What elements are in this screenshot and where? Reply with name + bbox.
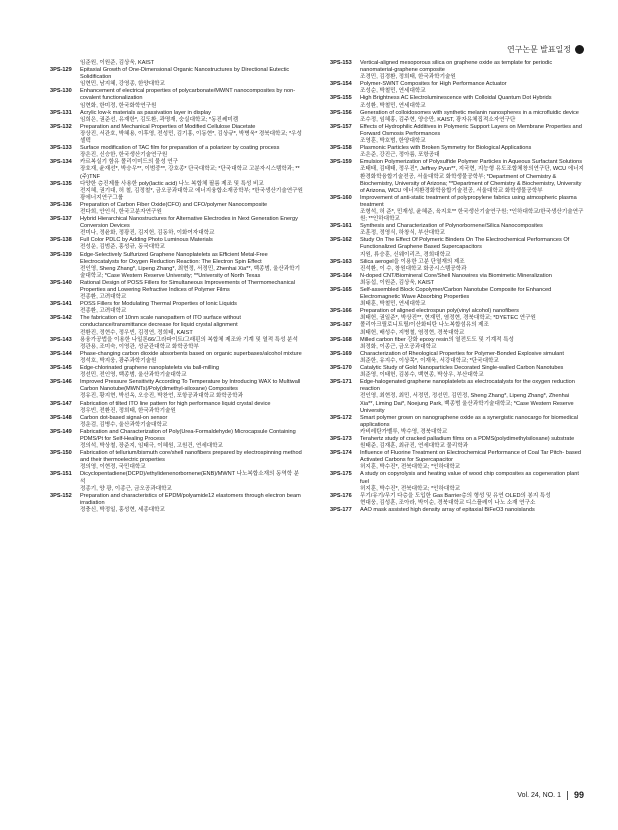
entry-body (360, 379, 584, 414)
program-entry (330, 259, 584, 273)
program-entry (50, 60, 304, 67)
paper-title: Vertical-aligned mesoporous silica on graphene oxide as template for periodic nanomaterial-graphene composite (360, 60, 553, 74)
entry-body (80, 365, 304, 379)
entry-body (80, 252, 304, 280)
paper-authors: 장은진, 신승한, 한국생산기술연구원 (80, 152, 168, 159)
program-entry (50, 181, 304, 202)
poster-code: 3PS-168 (330, 336, 352, 343)
paper-authors: 현대웅, 김성훈, 조아라, 박이순, 경북대학교 디스플레이 나노 소재 연구소 (360, 499, 536, 506)
paper-authors: 정관용, 조미숙, 이영관, 성균관대학교 화학공학부 (80, 343, 199, 350)
poster-code: 3PS-165 (330, 287, 352, 293)
paper-authors: 최태훈, 박철민, 연세대학교 (360, 301, 426, 308)
poster-code: 3PS-139 (50, 251, 72, 258)
paper-title: Dicyclopentadiene(DCPD)/ethylidenenorbornene(ENB)/MWNT 나노복합소재의 동역학 분석 (80, 471, 300, 485)
paper-title: Surface modification of TAC film for preparation of a polarizer by coating process (80, 145, 280, 152)
entry-body (360, 471, 584, 492)
paper-title: Preparation and Mechanical Properties of Modified Cellulose Diacetate (80, 123, 256, 130)
paper-title: Emulsion Polymerization of Polysulfide Polymer Particles in Aqueous Surfactant Solutions (360, 159, 582, 166)
poster-code: 3PS-173 (330, 435, 352, 442)
paper-authors: 임현화, 한미정, 한국화학연구원 (80, 102, 157, 109)
paper-authors: 조훈정, 정영식, 하창식, 부산대학교 (360, 230, 445, 237)
program-entry (50, 124, 304, 145)
poster-code: 3PS-145 (50, 365, 72, 372)
paper-title: AAO mask assisted high density array of epitaxial BiFeO3 nanoislands (360, 506, 535, 513)
paper-authors: 최준영, 이태헌, 김봉수, 백현종, 박상우, 부산대학교 (360, 372, 484, 379)
paper-title: 용융가공법을 이용한 나일론66/그라파이트/그래핀의 복합체 제조와 기계 및 열적 특성 분석 (80, 336, 298, 343)
poster-code: 3PS-162 (330, 237, 352, 244)
entry-body (360, 145, 584, 159)
entry-body (80, 145, 304, 159)
paper-authors: 조수정, 임혜홍, 김주현, 양승만, KAIST, 광자유체집적소자연구단 (360, 116, 516, 123)
poster-code: 3PS-164 (330, 272, 352, 279)
poster-code: 3PS-136 (50, 201, 72, 208)
right-column (330, 60, 584, 514)
paper-title: Edge-chlorinated graphene nanoplatelets via ball-milling (80, 365, 219, 372)
paper-authors: 조경민, 김경환, 정희태, 한국과학기술원 (360, 74, 456, 81)
poster-code: 3PS-153 (330, 60, 352, 66)
paper-authors: 최동섭, 이원준, 김상욱, KAIST (360, 279, 435, 286)
program-entry (50, 202, 304, 216)
paper-title: Preparation of Carbon Fiber Oxide(CFO) and CFO/polymer Nanocomposite (80, 201, 268, 208)
entry-body (80, 471, 304, 492)
paper-authors: 정운검, 김병수, 울산과학기술대학교 (80, 421, 168, 428)
poster-code: 3PS-134 (50, 159, 72, 166)
entry-body (80, 429, 304, 450)
paper-authors: 정의영, 이현정, 국민대학교 (80, 464, 146, 471)
paper-title: Phase-changing carbon dioxide absorbents based on organic superbases/alcohol mixture (80, 350, 302, 357)
entry-body (80, 124, 304, 145)
paper-title: High Brightness AC Electroluminescence with Colloidal Quantum Dot Hybrids (360, 95, 552, 102)
entry-body (80, 401, 304, 415)
paper-authors: 전인영, 최현정, 최민, 서정민, 정선민, 김민정, Sheng Zhang*, Lipeng Zhang*, Zhenhai Xia**, Liming Dai*, Noejung Park, 백종범 울산과학기술대학교; *Case Western Reserve University (360, 393, 574, 414)
poster-code: 3PS-157 (330, 123, 352, 130)
paper-title: Preparation and characteristics of EPDM/polyamide12 elastomers through electron beam irradiation (80, 492, 301, 506)
entry-body (360, 415, 584, 436)
program-entry (330, 95, 584, 109)
entry-body (360, 259, 584, 273)
poster-code: 3PS-131 (50, 109, 72, 116)
paper-title: Rational Design of POSS Fillers for Simultaneous Improvements of Thermomechanical Properties and Lowering Refractive Indices of Polymer Films (80, 279, 296, 293)
paper-title: Edge-halogenated graphene nanoplatelets as electrocatalysts for the oxygen reduction reaction (360, 379, 575, 393)
poster-code: 3PS-138 (50, 237, 72, 244)
program-entry (330, 351, 584, 365)
paper-authors: 정충신, 박정일, 홍성현, 세종대학교 (80, 506, 165, 513)
paper-title: Epitaxial Growth of One-Dimensional Organic Nanostructures by Directional Eutectic Solidification (80, 67, 290, 81)
page-header (507, 44, 584, 55)
paper-authors: 지원, 류승훈, 신웨이리즈, 경희대학교 (360, 251, 451, 258)
program-entry (330, 81, 584, 95)
paper-authors: 전종환, 고려대학교 (80, 308, 127, 315)
paper-authors: 조태태, 김태태, 정우진*, Jeffrey Pyun**, 지국현, 지능형 유도조합체창의연구단, WCU 에너지환경화학융합기술전공, 서울대학교 화학생물공학부; *Department of Chemistry & Biochemistry, University of Arizona; **Department of Chemistry & Biochemistry, University of Arizona, WCU 에너지환경화학융합기술전공, 서울대학교 화학생물공학부 (360, 166, 584, 194)
entry-body (360, 365, 584, 379)
poster-code: 3PS-175 (330, 471, 352, 478)
program-entry (330, 145, 584, 159)
program-entry (330, 308, 584, 322)
program-entry (50, 415, 304, 429)
paper-title: Study On The Effect Of Polymeric Binders On The Electrochemical Performances Of Functionalized Graphene Based Supercapacitors (360, 237, 570, 251)
poster-code: 3PS-163 (330, 258, 352, 265)
entry-body (360, 110, 584, 124)
paper-title: Enhancement of electrical properties of polycarbonate/MWNT nanocomposites by non-covalent functionalization (80, 88, 296, 102)
program-entry (50, 145, 304, 159)
paper-authors: 정유진, 황지현, 박선옥, 오승진, 박찬언, 포항공과대학교 화학공학과 (80, 393, 243, 400)
paper-title: Catalytic Study of Gold Nanoparticles Decorated Single-walled Carbon Nanotubes (360, 365, 564, 372)
program-entry (330, 493, 584, 507)
entry-body (360, 159, 584, 194)
paper-title: Hybrid Hierarchical Nanostructures for Alternative Electrodes in Next Generation Energy Conversion Devices (80, 216, 298, 230)
paper-authors: 임현민, 남지혜, 강영종, 한양대학교 (80, 81, 165, 88)
poster-code: 3PS-149 (50, 428, 72, 435)
poster-code: 3PS-159 (330, 159, 352, 166)
poster-code: 3PS-169 (330, 350, 352, 357)
poster-code: 3PS-177 (330, 506, 352, 513)
poster-code: 3PS-130 (50, 88, 72, 95)
page-number: 99 (573, 790, 584, 800)
program-entry (330, 471, 584, 492)
paper-title: Improved Pressure Sensitivity According To Temperature by Introducing WAX to Multiwall Carbon Nanotube(MWNTs)/Poly(dimethyl-siloxane) Composites (80, 379, 301, 393)
program-entry (330, 337, 584, 351)
entry-body (360, 287, 584, 308)
paper-authors: 조영훈, 박호범, 한양대학교 (360, 138, 426, 145)
entry-body (360, 450, 584, 471)
entry-body (360, 95, 584, 109)
program-entry (50, 67, 304, 88)
program-entry (330, 507, 584, 514)
program-entry (50, 110, 304, 124)
entry-body (80, 301, 304, 315)
paper-authors: 정종기, 양 광, 이종근, 금오공과대학교 (80, 485, 172, 492)
program-entry (330, 237, 584, 258)
entry-body (360, 223, 584, 237)
paper-title: N-doped CNT/Biomineral Core/Shell Nanowires via Biomimetic Mineralization (360, 272, 552, 279)
program-entry (330, 322, 584, 336)
program-entry (50, 429, 304, 450)
paper-authors: 최태헌, 권일준*, 박상진**, 현재민, 염정현, 경북대학교; *DYETEC 연구원 (360, 315, 536, 322)
entry-body (360, 60, 584, 81)
paper-authors: 허지훈, 박수진*, 전북대학교; *인하대학교 (360, 485, 461, 492)
program-entry (330, 60, 584, 81)
program-entry (50, 401, 304, 415)
program-entry (330, 223, 584, 237)
poster-code: 3PS-150 (50, 450, 72, 457)
entry-body (80, 280, 304, 301)
poster-code: 3PS-152 (50, 492, 72, 499)
entry-body (80, 67, 304, 88)
program-entry (50, 379, 304, 400)
poster-code: 3PS-167 (330, 322, 352, 329)
paper-title: Plasmonic Particles with Broken Symmetry for Biological Applications (360, 145, 532, 152)
program-entry (50, 301, 304, 315)
program-entry (50, 365, 304, 379)
paper-authors: 전인영, Sheng Zhang*, Lipeng Zhang*, 최현정, 서정민, Zhenhai Xia**, 백종범, 울산과학기술대학교; *Case Western Reserve University; **University of North Texas (80, 265, 300, 279)
poster-code: 3PS-156 (330, 109, 352, 116)
paper-title: Fabrication and Characterization of Poly(Urea-Formaldehyde) Microcapsule Containing PDMS/Pt for Self-Healing Process (80, 428, 296, 442)
paper-title: Fabrication of tilted ITO line pattern for high performance liquid crystal device (80, 400, 271, 407)
paper-title: POSS Fillers for Modulating Thermal Properties of Ionic Liquids (80, 301, 237, 308)
paper-title: 폴리아크릴로니트릴/이산화티탄 나노복합섬유의 제조 (360, 322, 489, 329)
program-entry (330, 110, 584, 124)
entry-body (80, 159, 304, 180)
paper-title: Synthesis and Characterization of Polynorbornene/Silica Nanocomposites (360, 223, 543, 230)
program-entry (50, 252, 304, 280)
program-entry (50, 237, 304, 251)
program-entry (330, 450, 584, 471)
paper-title: Acrylic low-k materials as passivation layer in display (80, 109, 211, 116)
poster-code: 3PS-176 (330, 492, 352, 499)
entry-body (80, 315, 304, 336)
entry-body (80, 337, 304, 351)
poster-code: 3PS-143 (50, 336, 72, 343)
paper-authors: 전성운, 김범준, 홍성규, 동국대학교 (80, 244, 165, 251)
poster-code: 3PS-144 (50, 350, 72, 357)
program-entry (330, 415, 584, 436)
paper-authors: 임희은, 권준선, 유재한*, 김도환, 곽명재, 숭실대학교; *동진쎄미켐 (80, 116, 239, 123)
entry-body (80, 351, 304, 365)
entry-body (80, 379, 304, 400)
paper-title: 무기/유기/무기 다층을 도입한 Gas Barrier층의 형성 및 유연 OLED의 봉지 특성 (360, 492, 551, 499)
paper-title: Milled carbon fiber 강화 epoxy resin의 열전도도 및 기계적 특성 (360, 336, 514, 343)
paper-authors: 장호재, 윤재선*, 박승우**, 이범중**, 강호종* 단국대학교; *단국대학교 고분자시스템학과; **(주)TNF (80, 166, 300, 180)
poster-code: 3PS-133 (50, 145, 72, 152)
entry-body (360, 507, 584, 514)
entry-body (360, 308, 584, 322)
paper-title: A study on copyrolysis and heating value of wood chip composites as cogeneration plant fuel (360, 471, 579, 485)
poster-code: 3PS-160 (330, 194, 352, 201)
paper-authors: 카비레탄가벨루, 박수영, 경북대학교 (360, 428, 448, 435)
program-entry (50, 351, 304, 365)
section-title: 연구논문 발표일정 (506, 45, 571, 54)
circle-marker-icon (575, 45, 584, 54)
program-entry (50, 337, 304, 351)
poster-code: 3PS-155 (330, 95, 352, 102)
entry-body (80, 493, 304, 514)
footer-divider (567, 791, 568, 800)
program-entry (50, 280, 304, 301)
poster-code: 3PS-151 (50, 471, 72, 478)
paper-authors: 원태준, 김재훈, 최규진, 연세대학교 물리학과 (360, 443, 469, 450)
paper-authors: 허지훈, 박수진*, 전북대학교; *인하대학교 (360, 464, 461, 471)
entry-body (80, 202, 304, 216)
paper-title: The fabrication of 10nm scale nanopattern of ITO surface without conductance/transmittance decrease for liquid crystal alignment (80, 315, 241, 329)
paper-authors: 전미나, 정윤화, 정광진, 김지헌, 김동하, 이화여자대학교 (80, 230, 215, 237)
program-entry (330, 379, 584, 414)
paper-authors: 정선민, 전인영, 백종범, 울산과학기술대학교 (80, 372, 187, 379)
poster-code: 3PS-146 (50, 379, 72, 386)
paper-title: 카르복실기 함유 폴리이미드의 물성 연구 (80, 159, 179, 166)
program-entry (330, 287, 584, 308)
poster-code: 3PS-166 (330, 308, 352, 315)
poster-code: 3PS-147 (50, 400, 72, 407)
entry-body (360, 493, 584, 507)
paper-authors: 장상진, 서관호, 박혜용, 이후영, 전성민, 김기홍, 이동현*, 김상규*, 박병욱* 경북대학교; *우성셀텍 (80, 130, 302, 145)
program-entry (330, 365, 584, 379)
paper-authors: 정석호, 박지웅, 광주과학기술원 (80, 357, 157, 364)
poster-code: 3PS-142 (50, 315, 72, 322)
poster-code: 3PS-140 (50, 279, 72, 286)
poster-code: 3PS-161 (330, 223, 352, 230)
entry-body (80, 237, 304, 251)
paper-authors: 전지혜, 권기대, 허 철, 김정철*, 금오공과대학교 에너지융합소재공학부; *한국생산기술연구원 광에너지연구그룹 (80, 187, 303, 201)
poster-code: 3PS-141 (50, 301, 72, 308)
paper-authors: 조형석, 허 준*, 민재성, 윤혜준, 육지호** 한국생산기술연구원; *인하대학교/한국생산기술연구원; **인하대학교 (360, 208, 584, 223)
poster-code: 3PS-170 (330, 365, 352, 372)
paper-title: 다양한 층진제를 사용한 poly(lactic acid) 나노 복합체 필름 제조 및 특성 비교 (80, 180, 264, 187)
paper-authors: 조성환, 박철민, 연세대학교 (360, 102, 426, 109)
paper-title: Effects of Hydrophilic Additives in Polymeric Support Layers on Membrane Properties and Forward Osmosis Performances (360, 123, 582, 137)
entry-body (80, 415, 304, 429)
poster-code: 3PS-171 (330, 379, 352, 386)
poster-code: 3PS-132 (50, 123, 72, 130)
entry-body (360, 81, 584, 95)
paper-authors: 전환진, 정현수, 정우빈, 김정연, 정희태, KAIST (80, 329, 193, 336)
poster-code: 3PS-137 (50, 216, 72, 223)
paper-authors: 최태헌, 배성수, 지병철, 염정현, 경북대학교 (360, 329, 465, 336)
program-entry (50, 471, 304, 492)
left-column (50, 60, 304, 514)
paper-title: Silica aerogel을 이용한 고분 단열재의 제조 (360, 258, 465, 265)
poster-code: 3PS-148 (50, 414, 72, 421)
poster-code: 3PS-158 (330, 145, 352, 152)
program-entry (330, 273, 584, 287)
paper-title: Carbon dot-based signal-on sensor (80, 414, 168, 421)
paper-title: Influence of Fluorine Treatment on Electrochemical Performance of Coal Tar Pitch- based Activated Carbons for Supercapacitor (360, 450, 581, 464)
program-entry (50, 216, 304, 237)
paper-authors: 전다희, 안인식, 한국고분자연구원 (80, 208, 162, 215)
entry-body (360, 273, 584, 287)
program-entry (330, 159, 584, 194)
paper-authors: 조은준, 강진근, 정아름, 포항공대 (360, 152, 440, 159)
entry-body (80, 60, 304, 67)
volume-info: Vol. 24, NO. 1 (517, 791, 561, 799)
entry-body (360, 237, 584, 258)
paper-title: Fabrication of tellurium/bismuth core/shell nanofibers prepared by electrospinning method and their thermoelectric properties (80, 450, 302, 464)
paper-title: Smart polymer grown on nanographene oxide as a synergistic nanocargo for biomedical applications (360, 414, 578, 428)
program-entry (50, 88, 304, 109)
entry-body (80, 216, 304, 237)
paper-authors: 최정화, 이종근, 금오공과대학교 (360, 343, 437, 350)
poster-code: 3PS-172 (330, 414, 352, 421)
paper-title: Terahertz study of cracked palladium films on a PDMS(polydimethylsiloxane) substrate (360, 435, 575, 442)
entry-body (360, 436, 584, 450)
paper-title: Full Color PDLC by Adding Photo Luminous Materials (80, 237, 213, 244)
poster-code: 3PS-154 (330, 81, 352, 88)
page-footer (517, 790, 584, 800)
program-entry (330, 436, 584, 450)
program-columns (50, 60, 584, 514)
entry-body (80, 181, 304, 202)
program-entry (50, 450, 304, 471)
paper-authors: 진석환, 이 수, 창원대학교 화공시스템공학과 (360, 265, 467, 272)
paper-authors: 조성순, 박철민, 연세대학교 (360, 88, 426, 95)
paper-title: Improvement of anti-static treatment of polypropylene fabrics using atmospheric plasma treatment (360, 194, 577, 208)
entry-body (80, 450, 304, 471)
program-entry (330, 195, 584, 223)
program-entry (50, 159, 304, 180)
poster-code: 3PS-174 (330, 450, 352, 457)
entry-body (360, 322, 584, 336)
poster-code: 3PS-135 (50, 180, 72, 187)
program-entry (330, 124, 584, 145)
entry-body (360, 195, 584, 223)
paper-title: Characterization of Rheological Properties for Polymer-Bonded Explosive simulant (360, 350, 564, 357)
entry-body (360, 337, 584, 351)
entry-body (360, 124, 584, 145)
paper-title: Preparation of aligned electrospun poly(vinyl alcohol) nanofibers (360, 308, 519, 315)
program-entry (50, 493, 304, 514)
poster-code: 3PS-129 (50, 67, 72, 74)
entry-body (80, 88, 304, 109)
paper-authors: 전종환, 고려대학교 (80, 294, 127, 301)
paper-authors: 정의석, 박상철, 장준지, 임태극, 이혜원, 고원건, 연세대학교 (80, 443, 223, 450)
paper-title: Polymer-SWNT Composites for High Performance Actuator (360, 81, 507, 88)
entry-body (360, 351, 584, 365)
program-entry (50, 315, 304, 336)
entry-body (80, 110, 304, 124)
paper-title: Edge-Selectively Sulfurized Graphene Nanoplatelets as Efficient Metal-Free Electrocatalysts for Oxygen Reduction Reaction: The Electron Spin Effect (80, 251, 268, 265)
paper-authors: 최준한, 유지수, 이상목*, 이재욱, 서강대학교; *단국대학교 (360, 357, 499, 364)
paper-title: Generation of colloidosomes with synthetic melanin nanospheres in a microfluidic device (360, 109, 579, 116)
paper-authors: 정우빈, 전환진, 정희태, 한국과학기술원 (80, 407, 176, 414)
paper-authors: 임준원, 이원준, 김상욱, KAIST (80, 60, 155, 66)
paper-title: Self-assembled Block Copolymer/Carbon Nanotube Composite for Enhanced Electromagnetic Wave Absorbing Properties (360, 287, 552, 301)
